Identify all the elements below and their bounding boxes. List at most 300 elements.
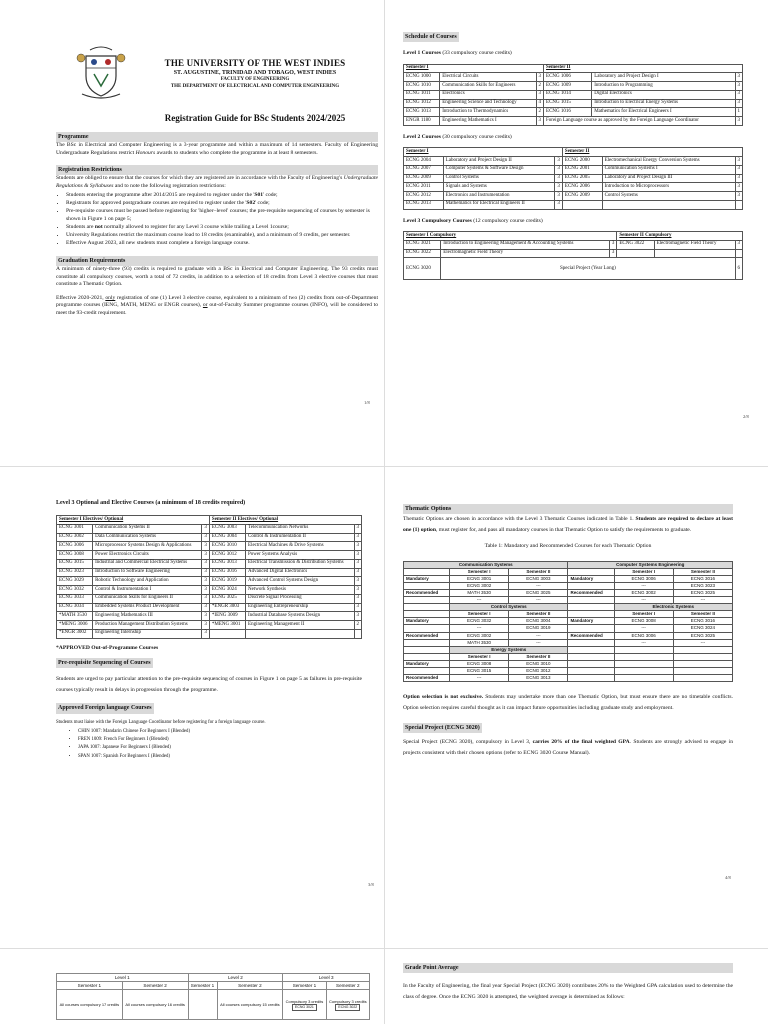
course-name: Discrete Signal Processing xyxy=(246,594,354,603)
section-heading-schedule: Schedule of Courses xyxy=(403,32,459,42)
table-cell: --- xyxy=(614,639,673,646)
course-credits: 3 xyxy=(555,192,563,201)
course-name: Industrial Database Systems Design xyxy=(246,612,354,621)
level-3-caption: Level 3 Compulsory Courses (12 compulsory course credits) xyxy=(403,217,543,224)
table-cell: ECNG 3015 xyxy=(450,667,509,674)
section-heading-graduation: Graduation Requirements xyxy=(56,256,378,266)
table-row xyxy=(57,621,362,630)
course-name: Electromechanical Energy Conversion Systems xyxy=(602,157,735,166)
table-cell: ECNG 3010 xyxy=(509,660,568,667)
course-name: Mathematics for Electrical Engineers I xyxy=(592,108,735,117)
level-2-caption: Level 2 Courses (30 compulsory course credits) xyxy=(403,133,512,140)
page-3 xyxy=(0,467,384,948)
course-name: Introduction to Programming xyxy=(592,82,735,91)
course-code xyxy=(617,249,654,258)
table-cell: ECNG 3006 xyxy=(614,632,673,639)
table-row xyxy=(57,551,362,560)
table-cell: ECNG 3016 xyxy=(673,576,732,583)
course-credits: 3 xyxy=(354,612,362,621)
semester-header: Semester 1 xyxy=(188,982,217,990)
course-code: ECNG 3004 xyxy=(209,533,245,542)
section-heading-restrictions: Registration Restrictions xyxy=(56,165,378,175)
course-code: *ENGR 3002 xyxy=(57,629,93,638)
course-credits: 6 xyxy=(735,258,743,280)
course-credits: 3 xyxy=(354,551,362,560)
course-name: Engineering Mathematics I xyxy=(440,117,536,126)
flow-cell: All courses compulsory 17 credits xyxy=(57,990,123,1020)
course-name: Advanced Digital Electronics xyxy=(246,568,354,577)
table-cell: ECNG 3004 xyxy=(509,618,568,625)
course-credits xyxy=(354,629,362,638)
course-credits: 4 xyxy=(536,99,544,108)
table-cell: --- xyxy=(673,639,732,646)
flow-cell: All courses compulsory 15 credits xyxy=(217,990,283,1020)
course-name: Engineering Mathematics III xyxy=(93,612,202,621)
column-header: Semester I xyxy=(450,653,509,660)
level-2-table xyxy=(403,147,743,209)
course-credits: 3 xyxy=(202,551,210,560)
course-credits xyxy=(735,200,743,209)
course-credits: 3 xyxy=(536,90,544,99)
level-3-electives-table xyxy=(56,515,362,639)
column-header: Semester I xyxy=(614,568,673,575)
course-code: ECNG 3021 xyxy=(404,240,441,249)
course-code: ECNG 3012 xyxy=(209,551,245,560)
foreign-language-list xyxy=(56,728,362,760)
table-row xyxy=(57,594,362,603)
semester-header: Semester 1 xyxy=(283,982,326,990)
course-credits: 3 xyxy=(735,99,743,108)
page-4 xyxy=(385,467,768,948)
course-name xyxy=(602,200,735,209)
course-name: Power Electronics Circuits xyxy=(93,551,202,560)
course-credits: 3 xyxy=(735,90,743,99)
course-name: Communication Systems II xyxy=(93,524,202,533)
course-name xyxy=(246,629,354,638)
table-header: Semester I Electives/ Optional xyxy=(57,516,210,525)
course-code xyxy=(562,200,602,209)
faculty-name: FACULTY OF ENGINEERING xyxy=(220,77,290,83)
table-cell: ECNG 3013 xyxy=(509,674,568,681)
table-row xyxy=(57,568,362,577)
course-code: ECNG 3001 xyxy=(57,524,93,533)
course-name: Communication Systems I xyxy=(602,165,735,174)
course-name: Communication Skills for Engineers II xyxy=(93,594,202,603)
list-item: • University Regulations restrict the maximum course load to 18 credits (examinable), and a minimum of 9 credits, per semester. xyxy=(66,232,378,240)
option-title: Communication Systems xyxy=(404,561,568,568)
course-code: ECNG 3003 xyxy=(209,524,245,533)
table-cell: ECNG 3002 xyxy=(614,590,673,597)
table-cell: ECNG 3008 xyxy=(450,660,509,667)
course-code: ECNG 2011 xyxy=(404,183,444,192)
course-name: Laboratory and Project Design III xyxy=(602,174,735,183)
table-row xyxy=(404,200,743,209)
table-row xyxy=(57,577,362,586)
restrictions-text: Students are obliged to ensure that the courses for which they are registered are in accordance with the Faculty of Engineering's Undergraduate Regulations & Syllabuses and to note the following registration restrictions: xyxy=(56,175,378,189)
course-name: Electrical Machines & Drive Systems xyxy=(246,542,354,551)
page-1-body xyxy=(56,132,378,320)
course-code: ECNG 3015 xyxy=(57,559,93,568)
course-credits: 3 xyxy=(202,542,210,551)
course-code: *MATH 3530 xyxy=(57,612,93,621)
list-item: • Effective August 2023, all new students must complete a foreign language course. xyxy=(66,240,378,248)
row-label: Recommended xyxy=(568,590,614,597)
course-code: ECNG 3024 xyxy=(209,586,245,595)
table-header: Semester II Compulsory xyxy=(617,232,743,241)
course-credits: 3 xyxy=(354,559,362,568)
list-item: • FREN 1009: French For Beginners I (Blended) xyxy=(78,736,362,744)
level-header: Level 2 xyxy=(188,974,283,982)
course-code: ECNG 1006 xyxy=(544,73,592,82)
row-label: Mandatory xyxy=(404,660,450,667)
course-credits: 3 xyxy=(354,533,362,542)
course-code: ECNG 3034 xyxy=(57,603,93,612)
section-heading-prerequisite: Pre-requisite Sequencing of Courses xyxy=(56,658,153,668)
page-5 xyxy=(0,949,384,1024)
course-code: ECNG 1012 xyxy=(404,99,440,108)
table-header: Semester I Compulsory xyxy=(404,232,617,241)
column-header: Semester II xyxy=(509,653,568,660)
table-cell: ECNG 3025 xyxy=(673,632,732,639)
flow-cell: Compulsory 3 credits ECNG 3021 xyxy=(283,990,326,1020)
page-2 xyxy=(385,0,768,466)
course-name: Electromagnetic Field Theory xyxy=(654,240,735,249)
course-name: Introduction to Software Engineering xyxy=(93,568,202,577)
table-cell: --- xyxy=(450,597,509,604)
table-cell: ECNG 3002 xyxy=(450,583,509,590)
list-item: • SPAN 1007: Spanish For Beginners I (Blended) xyxy=(78,753,362,761)
table-cell: --- xyxy=(509,597,568,604)
list-item: • Pre-requisite courses must be passed before registering for 'higher–level' courses; the pre-requisite sequencing of courses by semester is shown in Figure 1 on page 5; xyxy=(66,208,378,223)
course-name: Engineering Science and Technology xyxy=(440,99,536,108)
course-name: Electronics xyxy=(440,90,536,99)
course-code: ECNG 3019 xyxy=(209,577,245,586)
level-1-table xyxy=(403,64,743,126)
table-cell: --- xyxy=(509,583,568,590)
graduation-text: A minimum of ninety-three (93) credits is required to graduate with a BSc in Electrical and Computer Engineering. The 93 credits must constitute all compulsory courses, worth a total of 72 credits, in addition to a selection of 18 credits from Level 3 elective courses that must constitute a Thematic Option. xyxy=(56,266,378,288)
course-code: ECNG 2007 xyxy=(404,165,444,174)
table-cell: ECNG 3024 xyxy=(673,625,732,632)
table-cell: --- xyxy=(614,597,673,604)
course-credits: 3 xyxy=(609,240,617,249)
course-name: Control & Instrumentation I xyxy=(93,586,202,595)
course-credits: 2 xyxy=(536,82,544,91)
course-credits: 3 xyxy=(555,165,563,174)
column-header: Semester II xyxy=(509,568,568,575)
course-name: Introduction to Engineering Management & Accounting Systems xyxy=(441,240,610,249)
row-label: Mandatory xyxy=(568,576,614,583)
course-name: Mathematics for Electrical Engineers II xyxy=(443,200,555,209)
row-label: Mandatory xyxy=(404,576,450,583)
course-code: ECNG 2000 xyxy=(562,157,602,166)
table-header: Semester I xyxy=(404,64,544,73)
course-credits: 2 xyxy=(354,621,362,630)
flow-cell: Compulsory 3 credits ECNG 3022 xyxy=(326,990,369,1020)
university-crest-icon xyxy=(76,44,126,100)
course-credits: 3 xyxy=(735,183,743,192)
course-name: Advanced Control Systems Design xyxy=(246,577,354,586)
table-row xyxy=(404,240,743,249)
table-row xyxy=(404,174,743,183)
course-name: Network Synthesis xyxy=(246,586,354,595)
thematic-options-table xyxy=(403,561,733,682)
page-number: 2/8 xyxy=(743,414,749,419)
course-name: Engineering Management II xyxy=(246,621,354,630)
table-row xyxy=(57,533,362,542)
table-cell: ECNG 3002 xyxy=(450,632,509,639)
course-code: ECNG 3023 xyxy=(57,568,93,577)
option-title: Control Systems xyxy=(450,604,568,611)
table-row xyxy=(57,542,362,551)
flow-cell: All courses compulsory 16 credits xyxy=(122,990,188,1020)
option-title: Electronic Systems xyxy=(614,604,732,611)
course-code: ECNG 1010 xyxy=(404,82,440,91)
table-cell: --- xyxy=(509,632,568,639)
row-label: Mandatory xyxy=(568,618,614,625)
course-credits: 3 xyxy=(354,603,362,612)
gpa-text: In the Faculty of Engineering, the final year Special Project (ECNG 3020) contributes 20% to the Weighted GPA calculation used to determine the class of degree. Once the ECNG 3020 is attempted, the weighted average is determined as follows: xyxy=(403,983,733,1001)
course-code: ECNG 3029 xyxy=(57,577,93,586)
table-cell: ECNG 3001 xyxy=(450,576,509,583)
course-credits: 3 xyxy=(735,82,743,91)
column-header: Semester I xyxy=(614,611,673,618)
table-row xyxy=(404,183,743,192)
table-row xyxy=(57,612,362,621)
course-name: Power Systems Analysis xyxy=(246,551,354,560)
university-name: THE UNIVERSITY OF THE WEST INDIES xyxy=(164,58,346,68)
course-flow-table xyxy=(56,973,370,1020)
table-cell: --- xyxy=(509,639,568,646)
course-name: Control & Instrumentation II xyxy=(246,533,354,542)
row-label: Recommended xyxy=(404,632,450,639)
section-heading-programme: Programme xyxy=(56,132,378,142)
course-code: ECNG 3022 xyxy=(404,249,441,258)
page-6 xyxy=(385,949,768,1024)
course-credits: 3 xyxy=(609,249,617,258)
campus-name: ST. AUGUSTINE, TRINIDAD AND TOBAGO, WEST INDIES xyxy=(173,70,337,77)
list-item: • CHIN 1007: Mandarin Chinese For Beginners I (Blended) xyxy=(78,728,362,736)
university-header xyxy=(130,57,380,91)
course-code: *ENGR 3003 xyxy=(209,603,245,612)
course-code: ECNG 3006 xyxy=(57,542,93,551)
special-project-text: Special Project (ECNG 3020), compulsory in Level 3, carries 20% of the final weighted GPA. Students are strongly advised to engage in projects consistent with their chosen options (refer to ECNG 3020 Course Manual). xyxy=(403,739,733,756)
table-row xyxy=(404,90,743,99)
course-credits: 3 xyxy=(536,73,544,82)
course-credits: 3 xyxy=(354,524,362,533)
course-name: Communication Skills for Engineers xyxy=(440,82,536,91)
course-code: ECNG 2006 xyxy=(562,183,602,192)
list-item: • JAPA 1007: Japanese For Beginners I (Blended) xyxy=(78,744,362,752)
section-heading-special-project: Special Project (ECNG 3020) xyxy=(403,723,482,733)
table-header: Semester I xyxy=(404,148,563,157)
table-cell: --- xyxy=(450,674,509,681)
page-1 xyxy=(0,0,384,466)
table-header: Semester II xyxy=(544,64,743,73)
course-credits: 3 xyxy=(555,174,563,183)
semester-header: Semester 1 xyxy=(57,982,123,990)
course-credits: 3 xyxy=(555,183,563,192)
table-cell: ECNG 3006 xyxy=(614,576,673,583)
column-header: Semester II xyxy=(673,568,732,575)
course-code: *IENG 3009 xyxy=(209,612,245,621)
table-header: Semester II xyxy=(562,148,742,157)
table-cell: --- xyxy=(614,583,673,590)
course-name: Engineering Entrepreneurship xyxy=(246,603,354,612)
effective-text: Effective 2020-2021, only registration of one (1) Level 3 elective course, equivalent to a minimum of two (2) credits from out-of-Department programme courses (IENG, MATH, MENG or ENGR courses), or out-of-Faculty Summer programme courses (INFO), will be considered to meet the 93-credit requirement. xyxy=(56,294,378,317)
course-credits: 3 xyxy=(354,568,362,577)
course-name: Data Communication Systems xyxy=(93,533,202,542)
course-code: ECNG 3020 xyxy=(404,258,441,280)
course-name: Signals and Systems xyxy=(443,183,555,192)
course-code: ECNG 1015 xyxy=(544,99,592,108)
course-code: *MENG 3006 xyxy=(57,621,93,630)
course-name xyxy=(654,249,735,258)
course-name: Embedded Systems Product Development xyxy=(93,603,202,612)
column-header: Semester I xyxy=(450,611,509,618)
course-box: ECNG 3021 xyxy=(292,1004,317,1011)
semester-header: Semester 2 xyxy=(217,982,283,990)
course-code: ECNG 3016 xyxy=(209,568,245,577)
table-cell: ECNG 3032 xyxy=(450,618,509,625)
course-credits: 1 xyxy=(735,108,743,117)
table-cell: --- xyxy=(450,625,509,632)
row-label: Recommended xyxy=(568,632,614,639)
course-credits: 2 xyxy=(536,108,544,117)
course-credits: 3 xyxy=(735,192,743,201)
semester-header: Semester 2 xyxy=(326,982,369,990)
table-cell: --- xyxy=(673,597,732,604)
table-row xyxy=(404,249,743,258)
course-name: Introduction to Thermodynamics xyxy=(440,108,536,117)
table-row xyxy=(404,157,743,166)
level-header: Level 3 xyxy=(283,974,370,982)
course-code: ECNG 3033 xyxy=(57,594,93,603)
course-name: Introduction to Electrical Energy Systems xyxy=(592,99,735,108)
table-cell: ECNG 3019 xyxy=(509,625,568,632)
thematic-text: Thematic Options are chosen in accordance with the Level 3 Thematic Courses indicated in Table 1. Students are required to declare at least one (1) option, must register for, and pass all mandatory courses in that Thematic Option to satisfy the requirements to graduate. xyxy=(403,516,734,533)
course-code: ECNG 2005 xyxy=(562,174,602,183)
table-cell: ECNG 3025 xyxy=(673,590,732,597)
course-credits: 3 xyxy=(202,629,210,638)
table-cell: ECNG 3003 xyxy=(509,576,568,583)
table-row xyxy=(57,586,362,595)
course-code: ECNG 1014 xyxy=(544,90,592,99)
course-box: ECNG 3022 xyxy=(335,1004,360,1011)
course-code: ECNG 3022 xyxy=(617,240,654,249)
course-credits: 3 xyxy=(202,524,210,533)
course-name: Special Project (Year Long) xyxy=(441,258,735,280)
table-row xyxy=(57,603,362,612)
table-row xyxy=(404,108,743,117)
row-label: Mandatory xyxy=(404,618,450,625)
table-row xyxy=(57,559,362,568)
section-heading-foreign-language: Approved Foreign language Courses xyxy=(56,703,154,713)
table-row xyxy=(404,99,743,108)
course-credits: 3 xyxy=(202,533,210,542)
course-credits: 3 xyxy=(735,174,743,183)
table-row xyxy=(57,524,362,533)
foreign-language-text: Students must liaise with the Foreign Language Coordinator before registering for a foreign language course. xyxy=(56,719,266,725)
table-row xyxy=(404,165,743,174)
table-row xyxy=(404,73,743,82)
course-code: ECNG 2001 xyxy=(562,165,602,174)
course-credits: 3 xyxy=(202,621,210,630)
table-cell: ECNG 3012 xyxy=(509,667,568,674)
list-item: • Registrants for approved postgraduate courses are required to register under the 'S02' code; xyxy=(66,200,378,208)
course-name: Microprocessor Systems Design & Applications xyxy=(93,542,202,551)
row-label: Recommended xyxy=(404,590,450,597)
course-code: ECNG 2009 xyxy=(404,174,444,183)
course-code: ECNG 1013 xyxy=(404,108,440,117)
course-code xyxy=(209,629,245,638)
course-credits: 3 xyxy=(354,577,362,586)
course-name: Digital Electronics xyxy=(592,90,735,99)
course-name: Electronics and Instrumentation xyxy=(443,192,555,201)
table-caption: Table 1: Mandatory and Recommended Courses for each Thematic Option xyxy=(484,543,652,550)
table-row xyxy=(404,82,743,91)
course-name: Telecommunication Networks xyxy=(246,524,354,533)
approved-note: *APPROVED Out-of-Programme Courses xyxy=(56,644,159,651)
course-name: Introduction to Microprocessors xyxy=(602,183,735,192)
course-code: *MENG 3001 xyxy=(209,621,245,630)
course-name: Electrical Circuits xyxy=(440,73,536,82)
course-name: Industrial and Commercial Electrical Systems xyxy=(93,559,202,568)
department-name: THE DEPARTMENT OF ELECTRICAL AND COMPUTER ENGINEERING xyxy=(170,83,340,89)
course-code: ECNG 2009 xyxy=(562,192,602,201)
column-header: Semester II xyxy=(509,611,568,618)
course-code: ECNG 3002 xyxy=(57,533,93,542)
page-number: 1/8 xyxy=(364,400,370,405)
table-cell: ECNG 3016 xyxy=(673,618,732,625)
course-credits: 3 xyxy=(202,594,210,603)
section-heading-gpa: Grade Point Average xyxy=(403,963,733,973)
course-credits: 3 xyxy=(202,603,210,612)
course-code: ECNG 1000 xyxy=(404,73,440,82)
course-credits: 3 xyxy=(555,157,563,166)
course-code: ECNG 2012 xyxy=(404,192,444,201)
option-title: Energy Systems xyxy=(450,646,568,653)
list-item: • Students entering the programme after 2014/2015 are required to register under the 'S01' code; xyxy=(66,192,378,200)
course-name: Electromagnetic Field Theory xyxy=(441,249,610,258)
course-code: ECNG 3032 xyxy=(57,586,93,595)
course-code: ECNG 3025 xyxy=(209,594,245,603)
restrictions-list xyxy=(56,192,378,247)
table-cell: ECNG 3025 xyxy=(509,590,568,597)
level-3-compulsory-table xyxy=(403,231,743,280)
course-code: ECNG 3013 xyxy=(209,559,245,568)
row-label: Recommended xyxy=(404,674,450,681)
table-cell: --- xyxy=(614,625,673,632)
prerequisite-text: Students are urged to pay particular attention to the pre-requisite sequencing of courses in Figure 1 on page 5 as failures in pre-requisite courses typically result in delays in progression through the programme. xyxy=(56,676,362,693)
course-credits: 3 xyxy=(202,612,210,621)
course-credits: 3 xyxy=(202,577,210,586)
course-code: ECNG 2013 xyxy=(404,200,444,209)
semester-header: Semester 2 xyxy=(122,982,188,990)
table-row xyxy=(404,192,743,201)
column-header: Semester I xyxy=(450,568,509,575)
table-cell: ECNG 3008 xyxy=(614,618,673,625)
course-name: Engineering Internship xyxy=(93,629,202,638)
page-number: 4/8 xyxy=(725,875,731,880)
course-code: ECNG 1011 xyxy=(404,90,440,99)
level-1-caption: Level 1 Courses (33 compulsory course credits) xyxy=(403,50,512,57)
course-name: Laboratory and Project Design II xyxy=(443,157,555,166)
course-credits: 3 xyxy=(354,542,362,551)
document-title: Registration Guide for BSc Students 2024/2025 xyxy=(164,113,346,123)
course-code: ECNG 3010 xyxy=(209,542,245,551)
course-code: ECNG 2004 xyxy=(404,157,444,166)
course-code: ECNG 1016 xyxy=(544,108,592,117)
